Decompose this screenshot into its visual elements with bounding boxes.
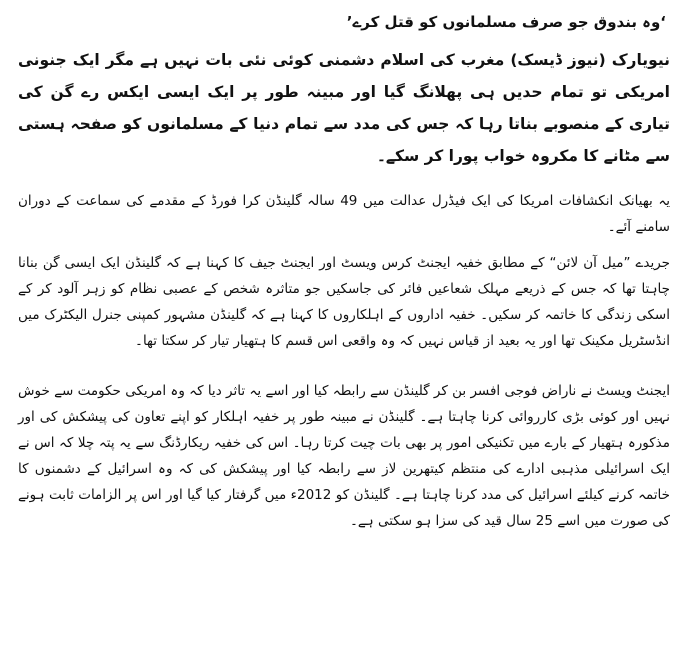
article-paragraph-1: یہ بھیانک انکشافات امریکا کی ایک فیڈرل عدالت میں 49 سالہ گلینڈن کرا فورڈ کے مقدمے کی سماعت کے دوران سامنے آئے۔ (18, 193, 670, 235)
article-headline: ‘وہ بندوق جو صرف مسلمانوں کو قتل کرے’ (346, 13, 666, 31)
article-lead: نیویارک (نیوز ڈیسک) مغرب کی اسلام دشمنی کوئی نئی بات نہیں ہے مگر ایک جنونی امریکی تو تمام حدیں ہی پھلانگ گیا اور مبینہ طور پر ایک ایسی ایکس رے گن کی تیاری کے منصوبے بناتا رہا کہ جس کی مدد سے تمام دنیا کے مسلمانوں کو صفحہ ہستی سے مٹانے کا مکروہ خواب پورا کر سکے۔ (18, 51, 670, 165)
article-paragraph-3: ایجنٹ ویسٹ نے ناراض فوجی افسر بن کر گلینڈن سے رابطہ کیا اور اسے یہ تاثر دیا کہ وہ امریکی حکومت سے خوش نہیں اور کوئی بڑی کارروائی کرنا چاہتا ہے۔ گلینڈن نے مبینہ طور پر خفیہ اہلکار کو اپنے تعاون کی پیشکش کی اور مذکورہ ہتھیار کے بارے میں تکنیکی امور پر بھی بات چیت کرتا رہا۔ اس کی خفیہ ریکارڈنگ سے یہ پتہ چلا کہ اس نے ایک اسرائیلی مذہبی ادارے کی منتظم کیتھرین لاز سے رابطہ کیا اور پیشکش کی کہ وہ اسرائیل کے دشمنوں کا خاتمہ کرنے کیلئے اسرائیل کی مدد کرنا چاہتا ہے۔ گلینڈن کو 2012ء میں گرفتار کیا گیا اور اس پر الزامات ثابت ہونے کی صورت میں اسے 25 سال قید کی سزا ہو سکتی ہے۔ (18, 383, 671, 529)
article-paragraph-2: جریدے ”میل آن لائن“ کے مطابق خفیہ ایجنٹ کرس ویسٹ اور ایجنٹ جیف کا کہنا ہے کہ گلینڈن ایک ایسی گن بنانا چاہتا تھا کہ جس کے ذریعے مہلک شعاعیں فائر کی جاسکیں جو متاثرہ شخص کے عصبی نظام کو زہر آلود کر کے اسکی زندگی کا خاتمہ کر سکیں۔ خفیہ اداروں کے اہلکاروں کا کہنا ہے کہ گلینڈن مشہور کمپنی جنرل الیکٹرک میں انڈسٹریل مکینک تھا اور یہ بعید از قیاس نہیں کہ وہ واقعی اس قسم کا ہتھیار تیار کر سکتا تھا۔ (18, 255, 670, 349)
